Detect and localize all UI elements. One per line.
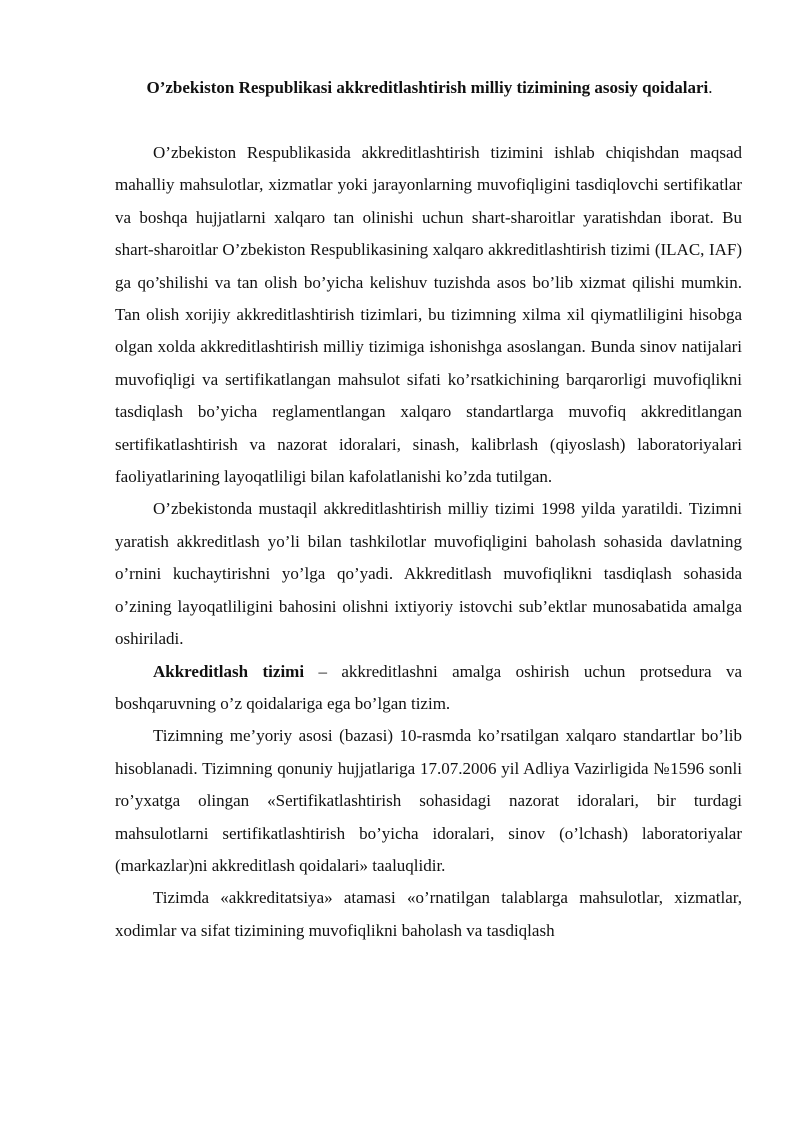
paragraph-definition [115,656,742,721]
paragraph-normative-basis: Tizimning me’yoriy asosi (bazasi) 10-rasmda ko’rsatilgan xalqaro standartlar bo’lib hisoblanadi. Tizimning qonuniy hujjatlariga 17.07.2006 yil Adliya Vazirligida №1596 sonli ro’yxatga olingan «Sertifikatlashtirish sohasidagi nazorat idoralari, bir turdagi mahsulotlarni sertifikatlashtirish bo’yicha idoralari, sinov (o’lchash) laboratoriyalar (markazlar)ni akkreditlash qoidalari» taaluqlidir. [115,726,742,875]
document-title [115,72,742,104]
definition-term: Akkreditlash tizimi [153,661,305,681]
paragraph-history: O’zbekistonda mustaqil akkreditlashtirish milliy tizimi 1998 yilda yaratildi. Tizimni yaratish akkreditlash yo’li bilan tashkilotlar muvofiqligini baholash sohasida davlatning o’rnini kuchaytirishni yo’lga qo’yadi. Akkreditlash muvofiqlikni tasdiqlash sohasida o’zining layoqatliligini bahosini olishni ixtiyoriy istovchi sub’ektlar munosabatida amalga oshiriladi. [115,499,742,649]
paragraph-intro: O’zbekiston Respublikasida akkreditlashtirish tizimini ishlab chiqishdan maqsad mahalliy mahsulotlar, xizmatlar yoki jarayonlarning muvofiqligini tasdiqlovchi sertifikatlar va boshqa hujjatlarni xalqaro tan olinishi uchun shart-sharoitlar yaratishdan iborat. Bu shart-sharoitlar O’zbekiston Respublikasining xalqaro akkreditlashtirish tizimi (ILAC, IAF) ga qo’shilishi va tan olish bo’yicha kelishuv tuzishda asos bo’lib xizmat qilishi mumkin. Tan olish xorijiy akkreditlashtirish tizimlari, bu tizimning xilma xil qiymatliligini hisobga olgan xolda akkreditlashtirish milliy tizimiga ishonishga asoslangan. Bunda sinov natijalari muvofiqligi va sertifikatlangan mahsulot sifati ko’rsatkichining barqarorligi muvofiqlikni tasdiqlash bo’yicha reglamentlangan xalqaro standartlarga muvofiq akkreditlangan sertifikatlashtirish va nazorat idoralari, sinash, kalibrlash (qiyoslash) laboratoriyalari faoliyatlarining layoqatliligi bilan kafolatlanishi ko’zda tutilgan. [115,143,742,487]
document-title-period: . [708,78,713,97]
paragraph-accreditation-term: Tizimda «akkreditatsiya» atamasi «o’rnatilgan talablarga mahsulotlar, xizmatlar, xodimlar va sifat tizimining muvofiqlikni baholash va tasdiqlash [115,888,742,940]
document-title-text: O’zbekiston Respublikasi akkreditlashtirish milliy tizimining asosiy qoidalari [146,78,709,97]
definition-text: – akkreditlashni amalga oshirish uchun protsedura va boshqaruvning o’z qoidalariga ega bo’lgan tizim. [115,661,743,713]
